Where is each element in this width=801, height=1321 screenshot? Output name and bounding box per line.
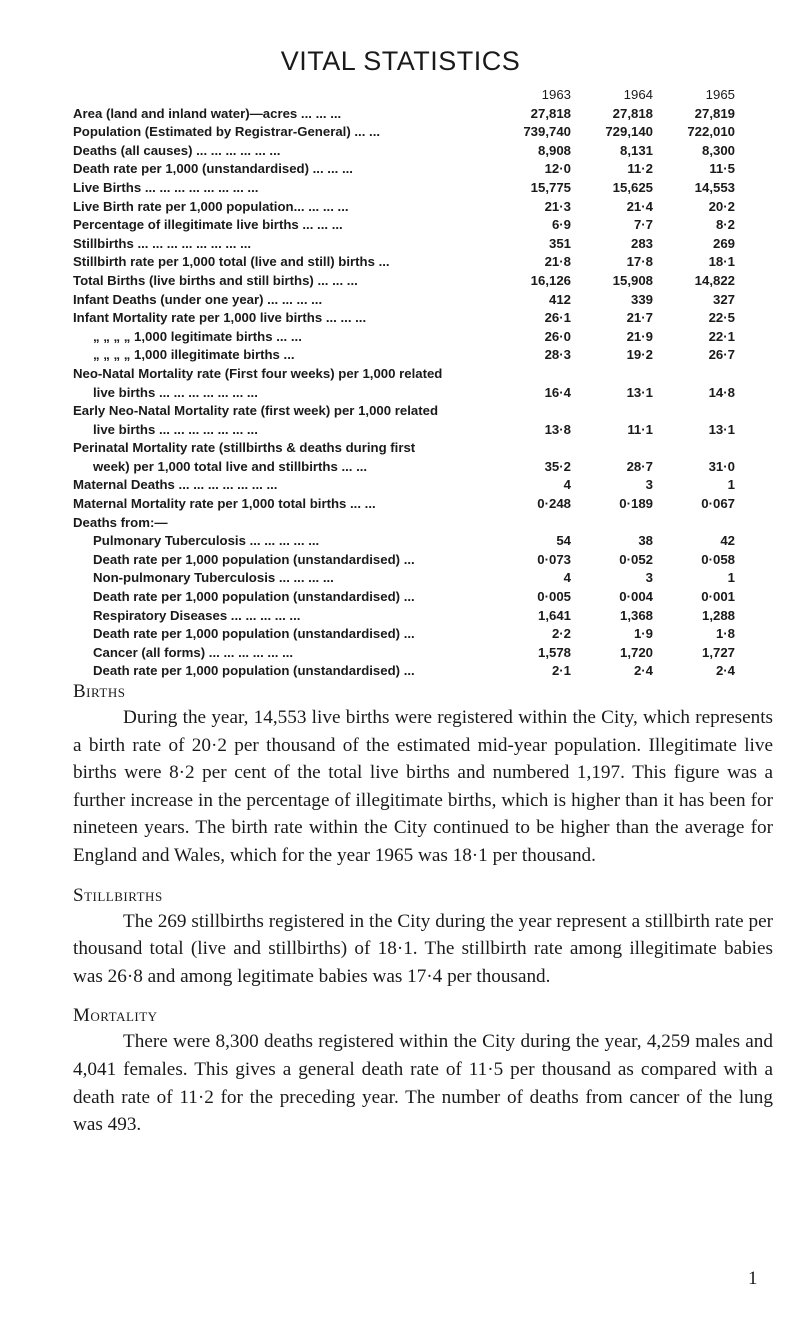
value-cell: 3 — [645, 477, 653, 493]
row-label-line: Total Births (live births and still births) ... ... ... — [73, 272, 358, 288]
row-label — [73, 253, 390, 272]
row-label-line: Maternal Deaths ... ... ... ... ... ... ... — [73, 477, 278, 493]
value-cell: 18·1 — [708, 254, 735, 270]
value-cell: 16·4 — [544, 384, 571, 400]
table-row — [73, 123, 773, 142]
row-label — [93, 625, 415, 644]
table-row — [73, 551, 773, 570]
row-label-line: week) per 1,000 total live and stillbirths ... ... — [93, 458, 368, 474]
row-label — [93, 551, 415, 570]
row-label — [73, 309, 366, 328]
value-cell: 8·2 — [715, 217, 735, 233]
row-label-line: Death rate per 1,000 (unstandardised) ... ... ... — [73, 161, 353, 177]
value-cell: 1,368 — [619, 607, 653, 623]
value-cell: 21·7 — [626, 310, 653, 326]
row-label-line: Perinatal Mortality rate (stillbirths & deaths during first — [73, 440, 416, 456]
page-title: VITAL STATISTICS — [280, 46, 521, 76]
value-cell: 1·9 — [633, 626, 653, 642]
value-cell: 412 — [548, 291, 571, 307]
value-cell: 1,641 — [537, 607, 571, 623]
table-row — [73, 235, 773, 254]
row-label — [73, 235, 251, 254]
value-cell: 26·7 — [708, 347, 735, 363]
value-cell: 21·4 — [626, 198, 653, 214]
row-label-line: Area (land and inland water)—acres ... ... ... — [73, 105, 342, 121]
year-header: 1964 — [623, 87, 653, 102]
row-label — [93, 569, 334, 588]
value-cell: 739,740 — [523, 124, 571, 140]
row-label-line: „ „ „ „ 1,000 legitimate births ... ... — [93, 328, 302, 344]
value-cell: 6·9 — [551, 217, 571, 233]
value-cell: 1,578 — [537, 644, 571, 660]
row-label-line: Live Birth rate per 1,000 population... ... ... ... — [73, 198, 349, 214]
vital-statistics-table — [73, 86, 773, 681]
value-cell: 4 — [563, 477, 571, 493]
value-cell: 14·8 — [708, 384, 735, 400]
value-cell: 0·248 — [537, 496, 571, 512]
value-cell: 17·8 — [626, 254, 653, 270]
row-label — [93, 644, 293, 663]
value-cell: 351 — [548, 235, 571, 251]
value-cell: 54 — [556, 533, 571, 549]
section-births — [73, 680, 773, 870]
row-label-line: Death rate per 1,000 population (unstandardised) ... — [93, 589, 415, 605]
table-row — [73, 365, 773, 402]
value-cell: 26·1 — [544, 310, 571, 326]
year-header: 1965 — [705, 87, 735, 102]
table-row — [73, 476, 773, 495]
row-label — [73, 198, 349, 217]
value-cell: 1,288 — [701, 607, 735, 623]
value-cell: 11·1 — [627, 421, 653, 437]
value-cell: 21·8 — [544, 254, 571, 270]
value-cell: 339 — [630, 291, 653, 307]
row-label — [73, 365, 442, 402]
table-row — [73, 662, 773, 681]
value-cell: 35·2 — [544, 458, 571, 474]
value-cell: 15,908 — [612, 272, 653, 288]
table-row — [73, 291, 773, 310]
value-cell: 0·073 — [537, 551, 571, 567]
value-cell: 13·1 — [626, 384, 653, 400]
row-label — [73, 495, 376, 514]
row-label-line: Death rate per 1,000 population (unstandardised) ... — [93, 551, 415, 567]
row-label — [93, 328, 302, 347]
table-row — [73, 514, 773, 533]
value-cell: 13·1 — [708, 421, 735, 437]
table-row — [73, 569, 773, 588]
value-cell: 28·7 — [626, 458, 653, 474]
row-label-line: Infant Mortality rate per 1,000 live births ... ... ... — [73, 310, 367, 326]
value-cell: 11·2 — [627, 161, 653, 177]
table-row — [73, 198, 773, 217]
section-heading: Births — [73, 681, 126, 702]
row-label — [93, 662, 415, 681]
row-label — [73, 439, 415, 476]
row-label-line: Live Births ... ... ... ... ... ... ... ... — [73, 179, 259, 195]
table-row — [73, 532, 773, 551]
page-number: 1 — [748, 1268, 758, 1289]
value-cell: 1,727 — [701, 644, 735, 660]
value-cell: 27,818 — [612, 105, 653, 121]
value-cell: 8,300 — [701, 142, 735, 158]
row-label — [73, 142, 280, 161]
value-cell: 729,140 — [605, 124, 653, 140]
table-row — [73, 625, 773, 644]
row-label-line: Respiratory Diseases ... ... ... ... ... — [93, 607, 301, 623]
row-label-line: Maternal Mortality rate per 1,000 total births ... ... — [73, 496, 376, 512]
row-label-line: Early Neo-Natal Mortality rate (first week) per 1,000 related — [73, 403, 438, 419]
section-heading: Stillbirths — [73, 884, 163, 906]
row-label — [73, 514, 168, 533]
row-label-line: Neo-Natal Mortality rate (First four weeks) per 1,000 related — [73, 365, 443, 381]
section-stillbirths — [73, 884, 773, 991]
table-row — [73, 328, 773, 347]
table-row — [73, 644, 773, 663]
table-header-row — [73, 86, 773, 105]
value-cell: 12·0 — [544, 161, 571, 177]
value-cell: 0·005 — [537, 589, 571, 605]
row-label-line: Deaths (all causes) ... ... ... ... ... ... — [73, 142, 281, 158]
value-cell: 21·3 — [544, 198, 571, 214]
row-label — [73, 291, 322, 310]
table-row — [73, 272, 773, 291]
row-label — [93, 607, 300, 626]
value-cell: 1·8 — [715, 626, 735, 642]
value-cell: 4 — [563, 570, 571, 586]
value-cell: 20·2 — [708, 198, 735, 214]
table-row — [73, 216, 773, 235]
value-cell: 16,126 — [530, 272, 571, 288]
value-cell: 1 — [727, 477, 735, 493]
row-label-line: Percentage of illegitimate live births ... ... ... — [73, 217, 343, 233]
value-cell: 0·052 — [619, 551, 653, 567]
value-cell: 0·058 — [701, 551, 735, 567]
value-cell: 27,818 — [530, 105, 571, 121]
value-cell: 27,819 — [694, 105, 735, 121]
row-label-line: Death rate per 1,000 population (unstandardised) ... — [93, 626, 415, 642]
row-label — [93, 532, 319, 551]
table-row — [73, 179, 773, 198]
value-cell: 269 — [712, 235, 735, 251]
value-cell: 2·1 — [551, 663, 571, 679]
table-row — [73, 495, 773, 514]
row-label — [73, 105, 341, 124]
row-label-line: „ „ „ „ 1,000 illegitimate births ... — [93, 347, 295, 363]
value-cell: 2·4 — [633, 663, 653, 679]
value-cell: 22·5 — [708, 310, 735, 326]
value-cell: 26·0 — [544, 328, 571, 344]
table-row — [73, 160, 773, 179]
row-label-line: Non-pulmonary Tuberculosis ... ... ... ... — [93, 570, 334, 586]
value-cell: 11·5 — [709, 161, 735, 177]
row-label-line: Pulmonary Tuberculosis ... ... ... ... ... — [93, 533, 320, 549]
section-paragraph: The 269 stillbirths registered in the City during the year represent a stillbirth rate per thousand total (live and stillbirths) of 18·1. The stillbirth rate among illegitimate babies was 26·8 and among legitimate babies was 17·4 per thousand. — [73, 910, 773, 987]
value-cell: 15,775 — [530, 179, 571, 195]
value-cell: 8,131 — [619, 142, 653, 158]
row-label-line: Stillbirths ... ... ... ... ... ... ... ... — [73, 235, 252, 251]
table-row — [73, 309, 773, 328]
value-cell: 1 — [727, 570, 735, 586]
row-label-line: Stillbirth rate per 1,000 total (live and still) births ... — [73, 254, 390, 270]
value-cell: 22·1 — [708, 328, 735, 344]
row-label — [73, 402, 438, 439]
row-label — [73, 216, 343, 235]
value-cell: 28·3 — [544, 347, 571, 363]
section-heading: Mortality — [73, 1005, 158, 1027]
value-cell: 31·0 — [708, 458, 735, 474]
value-cell: 283 — [630, 235, 653, 251]
value-cell: 2·2 — [551, 626, 571, 642]
year-header: 1963 — [541, 87, 571, 102]
section-mortality — [73, 1004, 773, 1138]
table-body — [73, 105, 773, 681]
row-label — [73, 123, 380, 142]
row-label-line: live births ... ... ... ... ... ... ... — [93, 384, 258, 400]
value-cell: 327 — [712, 291, 735, 307]
row-label-line: Infant Deaths (under one year) ... ... ... ... — [73, 291, 323, 307]
row-label — [73, 476, 277, 495]
value-cell: 21·9 — [626, 328, 653, 344]
value-cell: 15,625 — [612, 179, 653, 195]
row-label — [73, 160, 353, 179]
row-label-line: Deaths from:— — [73, 514, 168, 530]
value-cell: 3 — [645, 570, 653, 586]
value-cell: 0·004 — [619, 589, 653, 605]
value-cell: 0·189 — [619, 496, 653, 512]
value-cell: 38 — [638, 533, 653, 549]
row-label — [73, 272, 358, 291]
row-label — [73, 179, 258, 198]
value-cell: 0·001 — [701, 589, 735, 605]
table-row — [73, 588, 773, 607]
table-row — [73, 142, 773, 161]
row-label-line: live births ... ... ... ... ... ... ... — [93, 421, 258, 437]
value-cell: 14,553 — [694, 179, 735, 195]
report-text — [73, 680, 773, 1139]
table-row — [73, 439, 773, 476]
table-row — [73, 607, 773, 626]
section-paragraph: There were 8,300 deaths registered within the City during the year, 4,259 males and 4,041 females. This gives a general death rate of 11·5 per thousand as compared with a death rate of 11·2 for the preceding year. The number of deaths from cancer of the lung was 493. — [73, 1031, 773, 1136]
row-label-line: Population (Estimated by Registrar-General) ... ... — [73, 124, 381, 140]
value-cell: 722,010 — [687, 124, 735, 140]
value-cell: 7·7 — [633, 217, 653, 233]
value-cell: 0·067 — [701, 496, 735, 512]
value-cell: 2·4 — [715, 663, 735, 679]
row-label-line: Death rate per 1,000 population (unstandardised) ... — [93, 663, 415, 679]
section-paragraph: During the year, 14,553 live births were registered within the City, which represents a birth rate of 20·2 per thousand of the estimated mid-year population. Illegitimate live births were 8·2 per cent of the total live births and numbered 1,197. This figure was a further increase in the percentage of illegitimate births, which is higher than it has been for nineteen years. The birth rate within the City continued to be higher than the average for England and Wales, which for the year 1965 was 18·1 per thousand. — [73, 707, 773, 866]
value-cell: 14,822 — [694, 272, 735, 288]
table-row — [73, 402, 773, 439]
table-row — [73, 253, 773, 272]
value-cell: 1,720 — [619, 644, 653, 660]
value-cell: 8,908 — [537, 142, 571, 158]
value-cell: 42 — [720, 533, 735, 549]
table-row — [73, 346, 773, 365]
row-label — [93, 346, 295, 365]
row-label — [93, 588, 415, 607]
value-cell: 19·2 — [626, 347, 653, 363]
table-row — [73, 105, 773, 124]
value-cell: 13·8 — [544, 421, 571, 437]
row-label-line: Cancer (all forms) ... ... ... ... ... ... — [93, 644, 294, 660]
